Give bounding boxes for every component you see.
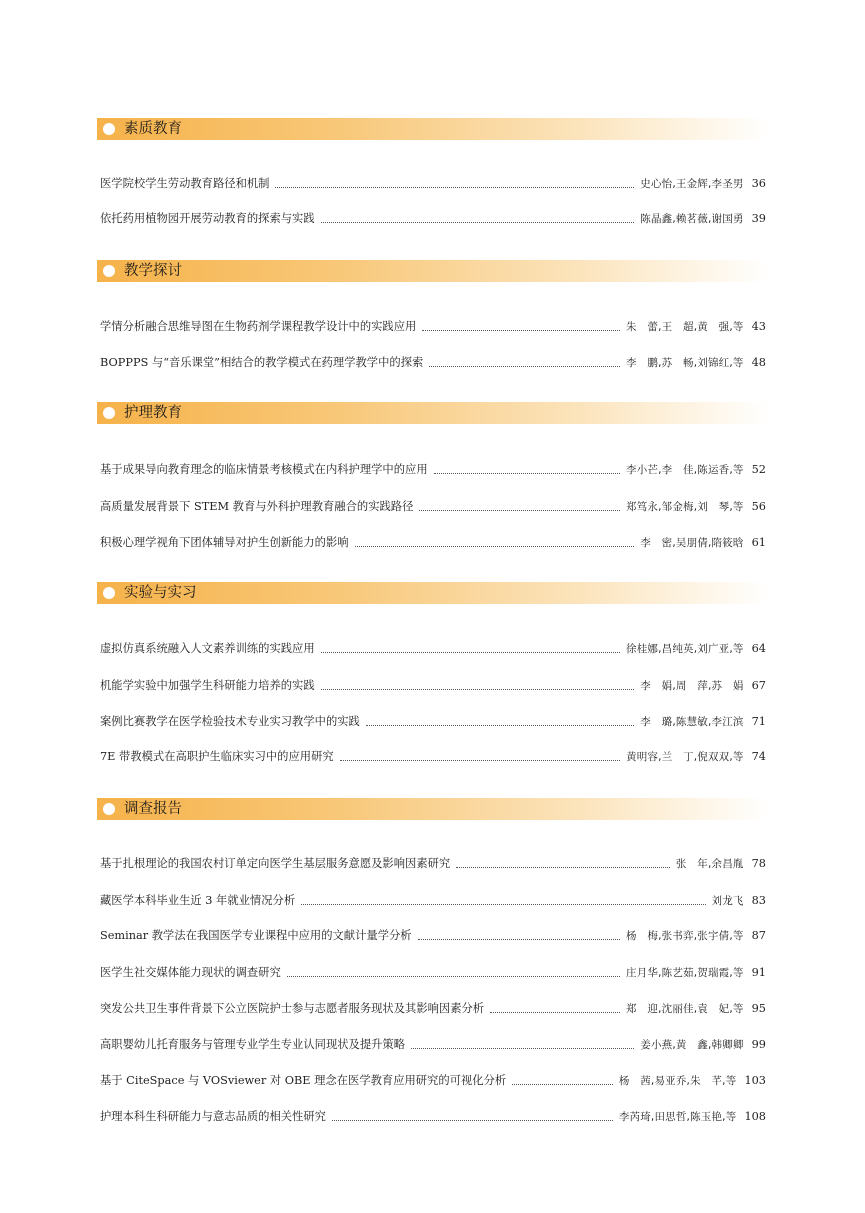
article-title: 依托药用植物园开展劳动教育的探索与实践 [100,212,315,225]
dot-leader [434,472,620,474]
dot-leader [332,1119,613,1121]
dot-leader [512,1083,613,1085]
toc-entry[interactable] [100,171,766,193]
article-authors: 李小芒,李 佳,陈运香,等 [626,464,744,476]
page-number: 87 [751,929,766,942]
section-title: 调查报告 [124,801,182,817]
dot-leader [275,186,634,188]
article-authors: 姜小燕,黄 鑫,韩卿卿 [640,1039,744,1051]
article-authors: 史心怡,王金辉,李圣男 [640,178,744,190]
section-header [97,260,769,282]
page-number: 39 [751,212,766,225]
page-number: 99 [751,1038,766,1051]
page-number: 61 [751,536,766,549]
toc-entry[interactable] [100,1104,766,1126]
article-authors: 刘龙飞 [711,895,744,907]
article-authors: 徐桂娜,昌纯英,刘广亚,等 [626,643,744,655]
article-title: 医学生社交媒体能力现状的调查研究 [100,966,281,979]
article-authors: 郑笃永,邹金梅,刘 琴,等 [626,501,744,513]
article-title: 虚拟仿真系统融入人文素养训练的实践应用 [100,642,315,655]
dot-leader [490,1011,620,1013]
article-authors: 李 鹏,苏 畅,刘锦红,等 [626,357,744,369]
dot-leader [340,759,620,761]
section-title: 素质教育 [124,121,182,137]
section-header [97,798,769,820]
dot-leader [355,545,635,547]
dot-leader [301,903,705,905]
page-number: 52 [751,463,766,476]
bullet-dot-icon [103,587,115,599]
page-number: 71 [751,715,766,728]
article-title: 高质量发展背景下 STEM 教育与外科护理教育融合的实践路径 [100,500,414,513]
section-title: 护理教育 [124,405,182,421]
dot-leader [366,724,634,726]
section-header [97,402,769,424]
toc-entry[interactable] [100,530,766,552]
page-number: 48 [751,356,766,369]
page-number: 43 [751,320,766,333]
toc-entry[interactable] [100,888,766,910]
article-title: 积极心理学视角下团体辅导对护生创新能力的影响 [100,536,349,549]
bullet-dot-icon [103,803,115,815]
article-title: 7E 带教模式在高职护生临床实习中的应用研究 [100,750,334,763]
article-title: 基于 CiteSpace 与 VOSviewer 对 OBE 理念在医学教育应用研究的可视化分析 [100,1074,507,1087]
article-authors: 黄明容,兰 丁,倪双双,等 [626,751,744,763]
section-header [97,118,769,140]
article-title: 突发公共卫生事件背景下公立医院护士参与志愿者服务现状及其影响因素分析 [100,1002,485,1015]
dot-leader [321,221,635,223]
page-number: 108 [744,1110,766,1123]
toc-entry[interactable] [100,709,766,731]
page-number: 36 [751,177,766,190]
toc-entry[interactable] [100,744,766,766]
section-title: 实验与实习 [124,585,197,601]
article-title: 基于成果导向教育理念的临床情景考核模式在内科护理学中的应用 [100,463,428,476]
bullet-dot-icon [103,407,115,419]
bullet-dot-icon [103,265,115,277]
article-title: Seminar 教学法在我国医学专业课程中应用的文献计量学分析 [100,929,412,942]
page-number: 64 [751,642,766,655]
toc-entry[interactable] [100,1032,766,1054]
article-title: 藏医学本科毕业生近 3 年就业情况分析 [100,894,296,907]
article-authors: 张 年,余昌胤 [675,858,744,870]
article-title: 医学院校学生劳动教育路径和机制 [100,177,270,190]
toc-entry[interactable] [100,851,766,873]
page-number: 103 [744,1074,766,1087]
section-title: 教学探讨 [124,263,182,279]
page-number: 56 [751,500,766,513]
article-title: 案例比赛教学在医学检验技术专业实习教学中的实践 [100,715,360,728]
article-authors: 杨 茜,易亚乔,朱 芊,等 [618,1075,737,1087]
article-authors: 李芮琦,田思哲,陈玉艳,等 [618,1111,737,1123]
page-number: 74 [751,750,766,763]
dot-leader [456,866,670,868]
dot-leader [419,509,620,511]
bullet-dot-icon [103,123,115,135]
article-authors: 李 璐,陈慧敏,李江滨 [640,716,744,728]
toc-entry[interactable] [100,494,766,516]
dot-leader [411,1047,634,1049]
toc-entry[interactable] [100,960,766,982]
toc-entry[interactable] [100,206,766,228]
article-authors: 杨 梅,张书弈,张宇倩,等 [626,930,744,942]
dot-leader [418,938,620,940]
toc-entry[interactable] [100,1068,766,1090]
article-authors: 庄月华,陈艺茹,贺瑞霞,等 [626,967,744,979]
article-title: BOPPPS 与“音乐课堂”相结合的教学模式在药理学教学中的探索 [100,356,424,369]
toc-entry[interactable] [100,996,766,1018]
toc-entry[interactable] [100,923,766,945]
toc-entry[interactable] [100,673,766,695]
article-title: 高职婴幼儿托育服务与管理专业学生专业认同现状及提升策略 [100,1038,406,1051]
article-authors: 陈晶鑫,赖茗薇,谢国勇 [640,213,744,225]
page-number: 91 [751,966,766,979]
dot-leader [287,975,620,977]
dot-leader [321,688,635,690]
article-authors: 李 娟,周 萍,苏 娟 [640,680,744,692]
article-title: 机能学实验中加强学生科研能力培养的实践 [100,679,315,692]
article-title: 学情分析融合思维导图在生物药剂学课程教学设计中的实践应用 [100,320,417,333]
toc-entry[interactable] [100,314,766,336]
article-authors: 朱 蕾,王 超,黄 强,等 [626,321,744,333]
toc-entry[interactable] [100,636,766,658]
toc-entry[interactable] [100,350,766,372]
article-title: 基于扎根理论的我国农村订单定向医学生基层服务意愿及影响因素研究 [100,857,451,870]
dot-leader [429,365,620,367]
page-number: 67 [751,679,766,692]
dot-leader [321,651,620,653]
page-number: 95 [751,1002,766,1015]
section-header [97,582,769,604]
dot-leader [422,329,620,331]
toc-entry[interactable] [100,457,766,479]
article-authors: 李 密,吴朋倩,隋筱晗 [640,537,744,549]
page-number: 83 [751,894,766,907]
page-number: 78 [751,857,766,870]
article-title: 护理本科生科研能力与意志品质的相关性研究 [100,1110,326,1123]
article-authors: 郑 迎,沈丽佳,袁 妃,等 [626,1003,744,1015]
